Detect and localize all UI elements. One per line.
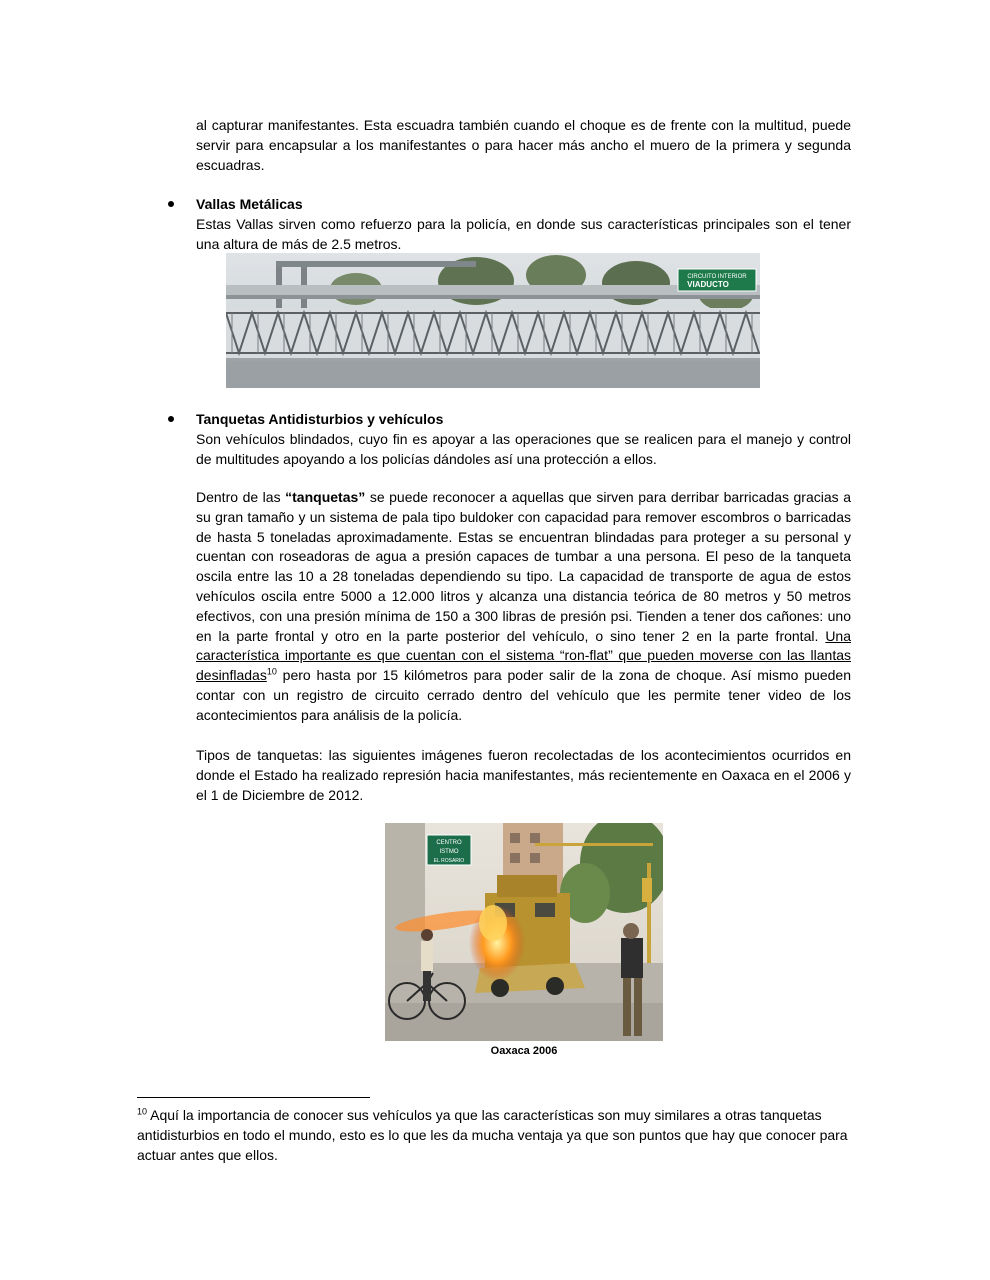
vallas-sign-line2: VIADUCTO — [687, 280, 729, 289]
section-vallas — [196, 195, 851, 254]
photo-sign-line2: ISTMO — [439, 849, 459, 855]
vallas-text: Estas Vallas sirven como refuerzo para la policía, en donde sus características principales son el tener una altura de más de 2.5 metros. — [196, 215, 851, 252]
p2-underlined: Una característica importante es que cuentan con el sistema “ron-flat” que pueden moverse con las llantas desinfladas — [196, 627, 851, 684]
intro-text: al capturar manifestantes. Esta escuadra también cuando el choque es de frente con la multitud, puede servir para encapsular a los manifestantes o para hacer más ancho el muero de la primera y segunda escuadras. — [196, 117, 851, 173]
bullet-vallas — [168, 201, 174, 207]
tanquetas-p3: Tipos de tanquetas: las siguientes imágenes fueron recolectadas de los acontecimientos ocurridos en donde el Estado ha realizado represión hacia manifestantes, más recientemente en Oaxaca en el 2006 y el 1 de Diciembre de 2012. — [196, 747, 851, 803]
intro-paragraph — [196, 116, 851, 175]
photo-sign-line1: CENTRO — [436, 840, 462, 846]
photo-sign-line3: EL ROSARIO — [433, 858, 465, 864]
footnote-text: Aquí la importancia de conocer sus vehículos ya que las características son muy similares a otras tanquetas antidisturbios en todo el mundo, esto es lo que les da mucha ventaja ya que son puntos que hay que conocer para actuar antes que ellos. — [137, 1107, 848, 1163]
tanquetas-text: Son vehículos blindados, cuyo fin es apoyar a las operaciones que se realicen para el manejo y control de multitudes apoyando a los policías dándoles así una protección a ellos. — [196, 430, 851, 467]
footnote-number: 10 — [137, 1106, 148, 1117]
section-tanquetas — [196, 410, 851, 469]
p2-intro: Dentro de las — [196, 489, 286, 505]
p2-body: se puede reconocer a aquellas que sirven para derribar barricadas gracias a su gran tamaño y un sistema de pala tipo buldoker con capacidad para remover escombros o barricadas de hasta 5 toneladas aproximadamente. Estas se encuentran blindadas para proteger a su personal y cuentan con roseadoras de agua a presión capaces de tumbar a una persona. El peso de la tanqueta oscila entre las 10 a 28 toneladas dependiendo su tipo. La capacidad de transporte de agua de estos vehículos oscila entre 5000 a 12.000 litros y alcanza una distancia teórica de 80 metros y 50 metros efectivos, con una presión mínima de 150 a 300 libras de presión psi. Tienden a tener dos cañones: uno en la parte frontal y otro en la parte posterior del vehículo, o sino tener 2 en la parte frontal. — [196, 489, 851, 644]
bullet-tanquetas — [168, 416, 174, 422]
p2-end: pero hasta por 15 kilómetros para poder salir de la zona de choque. Así mismo pueden contar con un registro de circuito cerrado dentro del vehículo que les permite tener video de los acontecimientos para análisis de la policía. — [196, 667, 851, 723]
vallas-sign-line1: CIRCUITO INTERIOR — [687, 274, 747, 280]
footnote — [137, 1106, 849, 1165]
tanquetas-paragraph-3 — [196, 746, 851, 805]
footnote-divider — [137, 1097, 370, 1098]
tanquetas-heading: Tanquetas Antidisturbios y vehículos — [196, 411, 444, 427]
tanquetas-p2 — [196, 488, 851, 726]
photo-caption: Oaxaca 2006 — [490, 1045, 558, 1057]
p2-bold-term: “tanquetas” — [285, 489, 366, 505]
vallas-heading: Vallas Metálicas — [196, 196, 303, 212]
vallas-photo — [226, 253, 760, 388]
oaxaca-photo — [385, 823, 663, 1041]
tanquetas-paragraph-2 — [196, 488, 851, 726]
footnote-ref[interactable]: 10 — [266, 666, 277, 677]
